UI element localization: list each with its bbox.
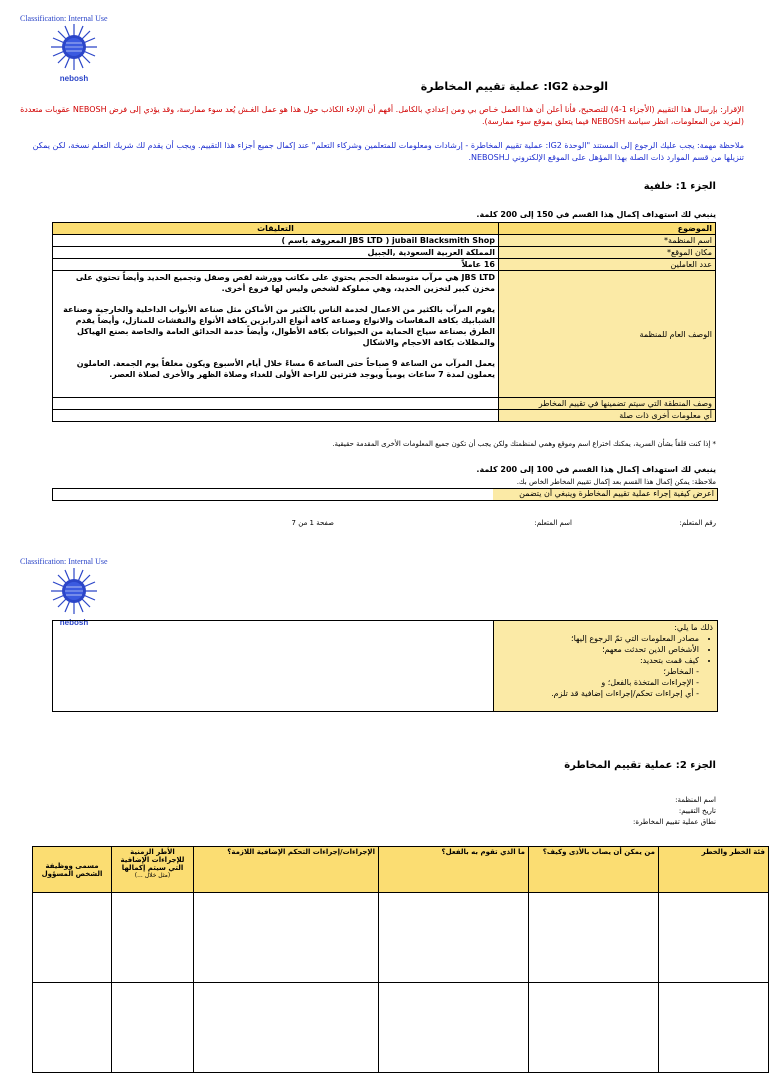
nebosh-logo <box>44 22 104 82</box>
unit-title: الوحدة IG2: عملية تقييم المخاطرة <box>420 80 608 93</box>
info-sub-bullets <box>498 666 713 699</box>
scope-label: نطاق عملية تقييم المخاطرة: <box>633 818 716 826</box>
general-desc-label: الوصف العام للمنظمة <box>499 271 716 398</box>
table-cell[interactable] <box>659 983 769 1073</box>
logo-text: nebosh <box>59 74 89 83</box>
row-topic-workers: عدد العاملين <box>499 259 716 271</box>
risk-assessment-table <box>32 846 769 1073</box>
process-box[interactable] <box>52 488 718 501</box>
general-desc-p1: JBS LTD هي مرآب متوسطة الحجم يحتوي على مكاتب وورشة لقص وصقل وتجميع الحديد وأيضاً تحتوي على مخزن كبير لتخزين الحديد، وهي مملوكة لشخص وليس لها فروع أخرى. <box>75 273 495 293</box>
note-2: ملاحظة: يمكن إكمال هذا القسم بعد إكمال تقييم المخاطر الخاص بك. <box>516 478 716 486</box>
table-row <box>33 983 769 1073</box>
continued-intro: ذلك ما يلي: <box>674 623 713 632</box>
col-timeframes-sub: (مثل خلال ...) <box>134 872 171 879</box>
word-target-2: ينبغي لك استهداف إكمال هذا القسم في 100 إلى 200 كلمة. <box>476 465 716 474</box>
sub-bullet-hazards: - المخاطر؛ <box>498 666 699 677</box>
info-bullets <box>498 633 713 666</box>
footer-learner-no: رقم المتعلم: <box>679 519 716 527</box>
row-comment-org[interactable]: JBS LTD ) jubail Blacksmith Shop المعروفة باسم ) <box>53 235 499 247</box>
logo-text-p2: nebosh <box>59 618 89 627</box>
footer-learner-name: اسم المتعلم: <box>534 519 572 527</box>
table-cell[interactable] <box>194 983 379 1073</box>
row-comment-workers[interactable]: 16 عاملاً <box>53 259 499 271</box>
header-topic: الموضوع <box>499 223 716 235</box>
sub-bullet-controls: - أي إجراءات تحكم/إجراءات إضافية قد تلزم. <box>498 688 699 699</box>
general-desc-p2: يقوم المرآب بالكثير من الاعمال لخدمة الناس بالكثير من الأماكن مثل صناعة الأبواب الداخلية والخارجية وصناعة الشبابيك بكافة المقاسات والانواع وصناعة كافة أنواع الدرابزين بكافة الأنواع والنقشات للمنازل، وأيضاً يقدم الطرق بصناعة سياج الحماية من الحيوانات بكافة الأطوال، وأيضاً خدمة الحدائق العامة والخاصة بصنع الهياكل والمظلات بكافة الاحجام والاشكال <box>63 305 495 347</box>
important-note: ملاحظة مهمة: يجب عليك الرجوع إلى المستند "الوحدة IG2: عملية تقييم المخاطرة - إرشادات ومعلومات للمتعلمين وشركاء التعلم" عند إكمال جميع أجزاء هذا التقييم. ويجب أن يقدم لك شريك التعلم نسخة، لكن يمكن تنزيلها من قسم الموارد ذات الصلة بهذا المؤهل على الموقع الإلكتروني لـNEBOSH. <box>32 141 744 162</box>
nebosh-sunburst-logo-icon <box>44 22 104 72</box>
col-who-harmed: من يمكن أن يصاب بالأذى وكيف؟ <box>529 847 659 893</box>
row-comment-location[interactable]: المملكة العربية السعودية ,الجبيل <box>53 247 499 259</box>
row-topic-org: اسم المنظمة* <box>499 235 716 247</box>
confidentiality-footnote: * إذا كنت قلقاً بشأن السرية، يمكنك اختراع اسم وموقع وهمي لمنظمتك ولكن يجب أن تكون جميع المعلومات الأخرى المقدمة حقيقية. <box>332 440 716 448</box>
row-topic-location: مكان الموقع* <box>499 247 716 259</box>
table-cell[interactable] <box>194 893 379 983</box>
table-cell[interactable] <box>659 893 769 983</box>
nebosh-logo-p2 <box>44 566 104 627</box>
assess-area-label: وصف المنطقة التي سيتم تضمينها في تقييم المخاطر <box>499 398 716 410</box>
assess-date-label: تاريخ التقييم: <box>678 807 716 815</box>
background-table <box>52 222 716 422</box>
sub-bullet-actions: - الإجراءات المتخذة بالفعل؛ و <box>498 677 699 688</box>
org-name-label: اسم المنظمة: <box>675 796 716 804</box>
classification-label-p2: Classification: Internal Use <box>20 557 108 566</box>
col-further-controls: الإجراءات/إجراءات التحكم الإضافية اللازمة؟ <box>194 847 379 893</box>
general-desc-p3: يعمل المرآب من الساعة 9 صباحاً حتى الساعة 6 مساءً خلال أيام الأسبوع ويكون مغلقاً يوم الجمعة. العاملون يعملون لمدة 7 ساعات يومياً ويوجد فترتين للراحة الأولى للغداء وصلاة الظهر والأخرى لصلاة العصر. <box>76 359 495 379</box>
other-info-label: أي معلومات أخرى ذات صلة <box>499 410 716 422</box>
continued-box[interactable] <box>52 620 718 712</box>
other-info-cell[interactable] <box>53 410 499 422</box>
table-cell[interactable] <box>112 983 194 1073</box>
nebosh-sunburst-logo-icon <box>44 566 104 616</box>
col-hazard: فئة الخطر والخطر <box>659 847 769 893</box>
classification-label: Classification: Internal Use <box>20 14 108 23</box>
footer-page-number: صفحة 1 من 7 <box>291 519 334 527</box>
header-comments: التعليقات <box>53 223 499 235</box>
col-timeframes-label: الأطر الزمنية للإجراءات الإضافية التي سيتم إكمالها <box>120 848 185 872</box>
part1-title: الجزء 1: خلفية <box>643 181 716 192</box>
assess-area-cell[interactable] <box>53 398 499 410</box>
table-cell[interactable] <box>33 983 112 1073</box>
process-prompt: اعرض كيفية إجراء عملية تقييم المخاطرة وينبغي أن يتضمن <box>493 489 717 500</box>
bullet-how: • كيف قمت بتحديد: <box>498 655 699 666</box>
col-already-doing: ما الذي تقوم به بالفعل؟ <box>379 847 529 893</box>
continued-prompt <box>493 621 717 711</box>
table-cell[interactable] <box>529 893 659 983</box>
table-cell[interactable] <box>379 893 529 983</box>
table-cell[interactable] <box>529 983 659 1073</box>
col-responsible: مسمى ووظيفة الشخص المسؤول <box>33 847 112 893</box>
table-cell[interactable] <box>33 893 112 983</box>
col-timeframes <box>112 847 194 893</box>
table-row <box>33 893 769 983</box>
declaration-text: الإقرار: بإرسال هذا التقييم (الأجزاء 1-4) للتصحيح، فأنا أعلن أن هذا العمل خـاص بي ومن إعدادي بالكامل. أفهم أن الإدلاء الكاذب حول هذا هو عمل الغـش يُعد سوء ممارسة، وقد يؤدي إلى فرض NEBOSH عقوبات متعددة (لمزيد من المعلومات، انظر سياسة NEBOSH فيما يتعلق بموقع سوء ممارسة). <box>20 105 744 126</box>
table-cell[interactable] <box>379 983 529 1073</box>
table-cell[interactable] <box>112 893 194 983</box>
word-target: ينبغي لك استهداف إكمال هذا القسم في 150 إلى 200 كلمة. <box>476 210 716 219</box>
bullet-sources: • مصادر المعلومات التي تمّ الرجوع إليها؛ <box>498 633 699 644</box>
general-desc-cell[interactable] <box>53 271 499 398</box>
bullet-people: • الأشخاص الذين تحدثت معهم؛ <box>498 644 699 655</box>
part2-title: الجزء 2: عملية تقييم المخاطرة <box>564 760 716 771</box>
